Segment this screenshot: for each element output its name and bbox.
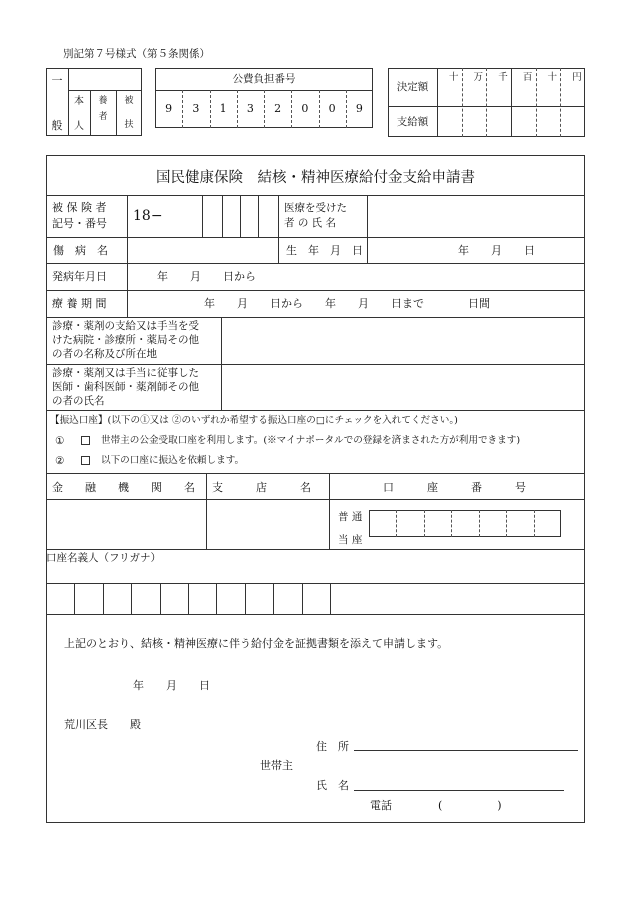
public-expense-digit: 2 (274, 102, 282, 115)
bank-name-field[interactable] (47, 500, 205, 548)
name-label: 氏 名 (316, 779, 349, 792)
amount-unit-label: 百 (522, 72, 533, 83)
option-2-number: ② (55, 455, 65, 467)
disease-label: 傷 病 名 (53, 244, 108, 257)
amount-unit-label: 十 (448, 72, 459, 83)
account-type-futsu[interactable]: 普 通 (338, 511, 363, 523)
paid-amount-label: 支給額 (396, 116, 429, 128)
statement-text: 上記のとおり、結核・精神医療に伴う給付金を証拠書類を添えて申請します。 (64, 637, 449, 650)
account-holder-kana-cell[interactable] (246, 584, 272, 613)
form-label: 別記第７号様式（第５条関係） (63, 48, 210, 60)
patient-name-label-2: 者 の 氏 名 (284, 217, 337, 229)
account-note: 【振込口座】(以下の①又は ②のいずれか希望する振込口座の□にチェックを入れてください。) (50, 415, 458, 426)
fuyo-char-2: 者 (98, 112, 108, 122)
account-number-field[interactable] (369, 510, 561, 537)
amount-unit-label: 万 (473, 72, 484, 83)
onset-date-value: 年 月 日から (157, 270, 256, 283)
hospital-label-3: の者の名称及び所在地 (52, 348, 157, 360)
name-field[interactable] (354, 790, 564, 791)
ippan-char-1: 一 (51, 74, 63, 87)
address-field[interactable] (354, 750, 578, 751)
account-holder-kana-cell[interactable] (161, 584, 187, 613)
treatment-period-value: 年 月 日から 年 月 日まで 日間 (204, 297, 490, 310)
account-holder-kana-cell[interactable] (75, 584, 101, 613)
birth-date-label: 生 年 月 日 (286, 244, 363, 257)
honnin-char-1: 本 (74, 96, 84, 107)
disease-field[interactable] (128, 238, 277, 262)
honnin-char-2: 人 (74, 121, 84, 132)
patient-name-label-1: 医療を受けた (284, 202, 347, 214)
insured-number-prefix: 18− (133, 208, 163, 224)
amount-unit-label: 十 (547, 72, 558, 83)
patient-name-field[interactable] (368, 196, 584, 236)
hi-char-1: 被 (124, 96, 134, 106)
doctor-field[interactable] (222, 365, 584, 409)
option-1-number: ① (55, 435, 65, 447)
address-label: 住 所 (316, 740, 349, 753)
treatment-period-label: 療 養 期 間 (52, 297, 107, 310)
account-holder-kana-cell[interactable] (303, 584, 329, 613)
amount-unit-label: 円 (572, 72, 582, 83)
fuyo-char-1: 養 (98, 96, 108, 106)
account-holder-kana-cell[interactable] (189, 584, 215, 613)
public-expense-digit: 3 (246, 102, 254, 115)
public-expense-digit: 0 (301, 102, 309, 115)
option-1-checkbox[interactable] (81, 436, 90, 445)
public-expense-digit: 9 (355, 102, 363, 115)
doctor-label-2: 医師・歯科医師・薬剤師その他 (52, 381, 199, 393)
birth-date-value: 年 月 日 (458, 244, 535, 257)
public-expense-label: 公費負担番号 (232, 73, 296, 85)
doctor-label-3: の者の氏名 (52, 395, 105, 407)
option-1-text: 世帯主の公金受取口座を利用します。(※マイナポータルでの登録を済まされた方が利用できます) (101, 435, 521, 446)
hospital-field[interactable] (222, 318, 584, 363)
hospital-label-1: 診療・薬剤の支給又は手当を受 (52, 320, 199, 332)
public-expense-digit: 3 (192, 102, 200, 115)
public-expense-digit: 1 (219, 102, 227, 115)
amount-unit-label: 千 (498, 72, 508, 83)
option-2-checkbox[interactable] (81, 456, 90, 465)
branch-name-field[interactable] (207, 500, 328, 548)
branch-name-header: 支 店 名 (212, 481, 311, 494)
form-title: 国民健康保険 結核・精神医療給付金支給申請書 (156, 170, 475, 186)
onset-date-label: 発病年月日 (52, 270, 107, 283)
account-number-header: 口 座 番 号 (383, 481, 526, 494)
account-holder-kana-cell[interactable] (217, 584, 243, 613)
hi-char-2: 扶 (124, 120, 134, 130)
account-holder-kana-cell[interactable] (274, 584, 300, 613)
hospital-label-2: けた病院・診療所・薬局その他 (52, 334, 199, 346)
public-expense-digit: 9 (165, 102, 173, 115)
phone-label: 電話 (370, 799, 392, 812)
account-holder-kana-cell[interactable] (47, 584, 73, 613)
account-type-toza[interactable]: 当 座 (338, 534, 363, 546)
application-date: 年 月 日 (133, 679, 210, 692)
addressee: 荒川区長 殿 (64, 718, 141, 731)
insured-number-label-2: 記号・番号 (52, 217, 107, 230)
account-holder-kana-cell[interactable] (132, 584, 158, 613)
insured-number-label-1: 被 保 険 者 (52, 201, 107, 214)
account-holder-label: 口座名義人（フリガナ） (46, 552, 161, 564)
doctor-label-1: 診療・薬剤又は手当に従事した (52, 367, 199, 379)
bank-name-header: 金 融 機 関 名 (52, 481, 195, 494)
household-head-label: 世帯主 (260, 759, 293, 772)
option-2-text: 以下の口座に振込を依頼します。 (101, 455, 245, 466)
phone-field[interactable]: ( ) (438, 799, 502, 812)
account-holder-kana-cell[interactable] (104, 584, 130, 613)
public-expense-digit: 0 (328, 102, 336, 115)
decided-amount-label: 決定額 (396, 81, 429, 93)
ippan-char-2: 般 (51, 119, 63, 132)
